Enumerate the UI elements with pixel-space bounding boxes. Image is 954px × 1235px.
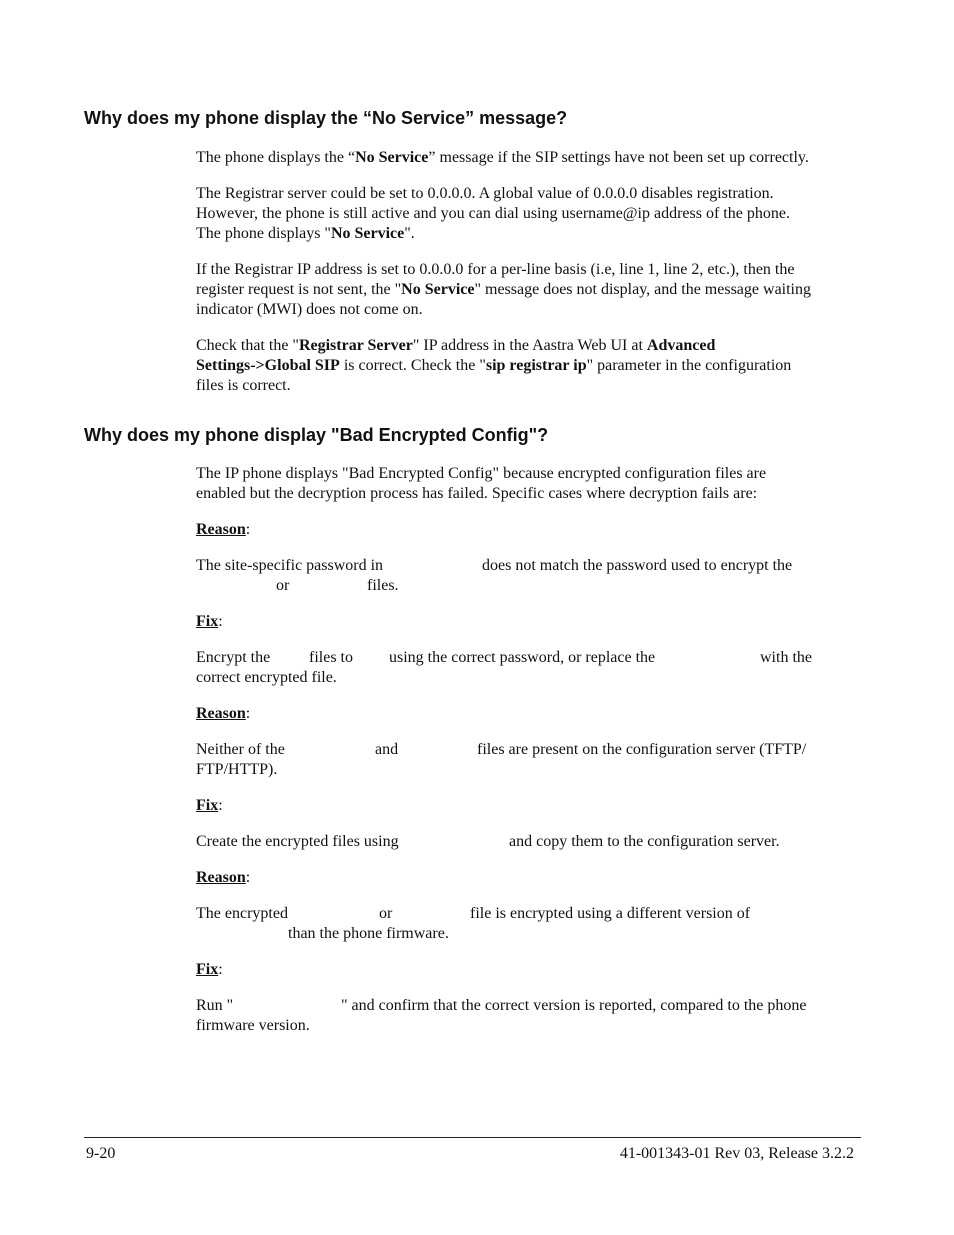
paragraph-registrar-global: The Registrar server could be set to 0.0.0.0. A global value of 0.0.0.0 disables registration. However, the phone is still active and you can dial using username@ip address of the phone. The phone displays "No Service". — [196, 185, 790, 242]
reason-label: Reason: — [196, 705, 251, 722]
paragraph-check-registrar: Check that the "Registrar Server" IP address in the Aastra Web UI at Advanced Settings->Global SIP is correct. Check the "sip registrar ip" parameter in the configuration files is correct. — [196, 337, 792, 394]
heading-bad-encrypted-config: Why does my phone display "Bad Encrypted Config"? — [84, 425, 549, 445]
paragraph-bad-encrypted-intro: The IP phone displays "Bad Encrypted Config" because encrypted configuration files are enabled but the decryption process has failed. Specific cases where decryption fails are: — [196, 465, 767, 502]
reason-label: Reason: — [196, 521, 251, 538]
paragraph-no-service-intro: The phone displays the “No Service” message if the SIP settings have not been set up correctly. — [196, 149, 809, 166]
footer-rule — [84, 1137, 861, 1138]
fix-label: Fix: — [196, 961, 223, 978]
page-number: 9-20 — [86, 1145, 116, 1162]
fix-label: Fix: — [196, 797, 223, 814]
heading-no-service: Why does my phone display the “No Service” message? — [84, 108, 568, 128]
document-id: 41-001343-01 Rev 03, Release 3.2.2 — [619, 1145, 854, 1162]
fix-label: Fix: — [196, 613, 223, 630]
reason-label: Reason: — [196, 869, 251, 886]
paragraph-registrar-per-line: If the Registrar IP address is set to 0.0.0.0 for a per-line basis (i.e, line 1, line 2, etc.), then the register request is not sent, the "No Service" message does not display, and the message waiting indicator (MWI) does not come on. — [196, 261, 811, 318]
